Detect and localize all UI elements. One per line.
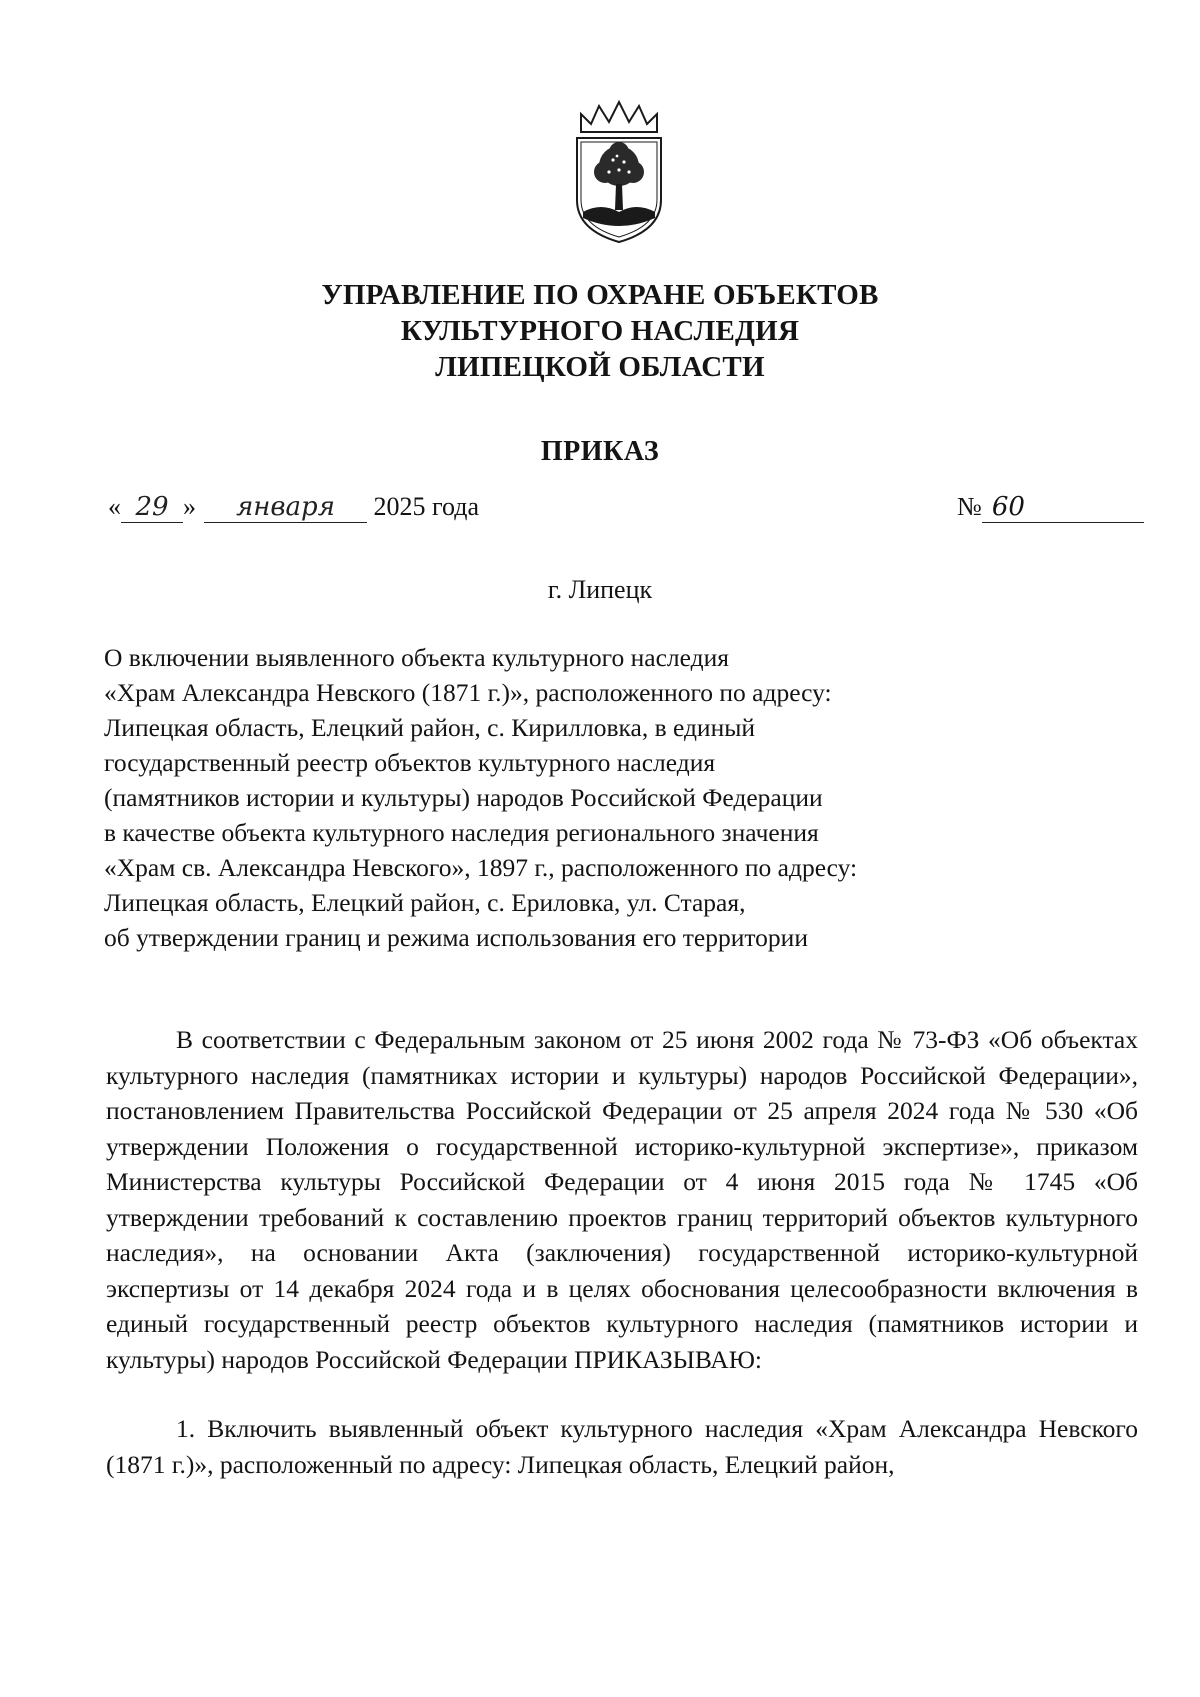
- date-day: 29: [135, 492, 169, 522]
- quote-close: »: [183, 492, 196, 521]
- date-day-field: [121, 492, 183, 523]
- subject-line: об утверждении границ и режима использования его территории: [104, 923, 808, 952]
- org-line-2: КУЛЬТУРНОГО НАСЛЕДИЯ: [400, 315, 800, 347]
- quote-open: «: [108, 492, 121, 521]
- subject-line: Липецкая область, Елецкий район, с. Кирилловка, в единый: [104, 713, 756, 742]
- document-number: 60: [991, 492, 1025, 522]
- date-month-field: [204, 492, 367, 523]
- subject-line: государственный реестр объектов культурного наследия: [104, 748, 716, 777]
- document-type-title: ПРИКАЗ: [540, 436, 660, 467]
- document-subject: [104, 640, 857, 955]
- preamble-paragraph: В соответствии с Федеральным законом от 25 июня 2002 года № 73-ФЗ «Об объектах культурного наследия (памятниках истории и культуры) народов Российской Федерации», постановлением Правительства Российской Федерации от 25 апреля 2024 года № 530 «Об утверждении Положения о государственной историко-культурной экспертизе», приказом Министерства культуры Российской Федерации от 4 июня 2015 года № 1745 «Об утверждении требований к составлению проектов границ территорий объектов культурного наследия», на основании Акта (заключения) государственной историко-культурной экспертизы от 14 декабря 2024 года и в целях обоснования целесообразности включения в единый государственный реестр объектов культурного наследия (памятников истории и культуры) народов Российской Федерации ПРИКАЗЫВАЮ:: [106, 1025, 1138, 1374]
- org-line-1: УПРАВЛЕНИЕ ПО ОХРАНЕ ОБЪЕКТОВ: [321, 279, 879, 311]
- org-line-3: ЛИПЕЦКОЙ ОБЛАСТИ: [435, 351, 765, 383]
- subject-line: (памятников истории и культуры) народов Российской Федерации: [104, 783, 823, 812]
- place-of-issue: г. Липецк: [547, 575, 653, 604]
- document-body: [106, 1022, 1138, 1482]
- subject-line: Липецкая область, Елецкий район, с. Ериловка, ул. Старая,: [104, 888, 746, 917]
- document-number-field: [982, 492, 1144, 523]
- subject-line: «Храм св. Александра Невского», 1897 г., расположенного по адресу:: [104, 853, 858, 882]
- order-item-1: 1. Включить выявленный объект культурного наследия «Храм Александра Невского (1871 г.)», расположенный по адресу: Липецкая область, Елецкий район,: [106, 1414, 1138, 1479]
- date-line: [108, 492, 479, 523]
- subject-line: О включении выявленного объекта культурного наследия: [104, 643, 729, 672]
- date-year: 2025 года: [373, 492, 480, 521]
- number-label: №: [957, 492, 982, 521]
- document-number-line: [957, 492, 1144, 523]
- subject-line: «Храм Александра Невского (1871 г.)», расположенного по адресу:: [104, 678, 832, 707]
- date-month: января: [236, 492, 335, 522]
- coat-of-arms-icon: [569, 100, 669, 250]
- subject-line: в качестве объекта культурного наследия регионального значения: [104, 818, 819, 847]
- organization-title: [0, 277, 1200, 385]
